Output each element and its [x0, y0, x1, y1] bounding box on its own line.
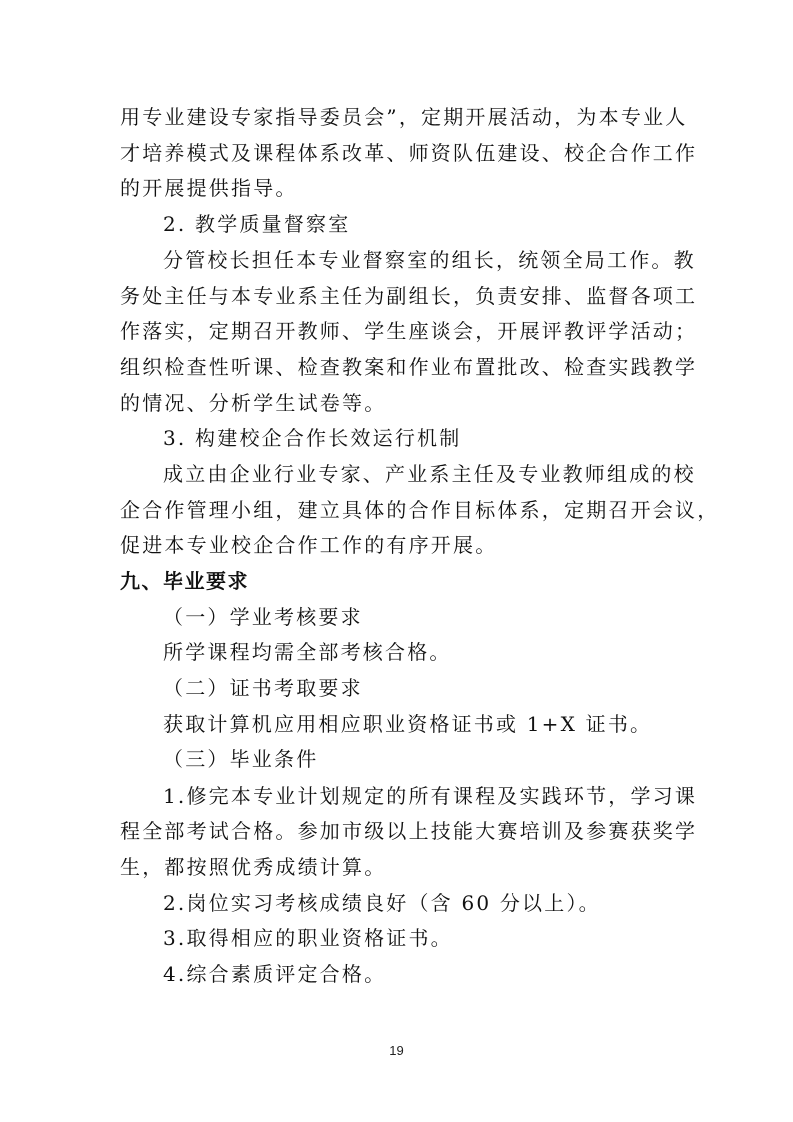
- paragraph-line: 作落实，定期召开教师、学生座谈会，开展评教评学活动；: [120, 319, 698, 343]
- section-heading: 九、毕业要求: [120, 569, 249, 593]
- subsection-heading: 2. 教学质量督察室: [163, 212, 351, 236]
- paragraph-line: 3.取得相应的职业资格证书。: [163, 926, 453, 950]
- paragraph-line: 促进本专业校企合作工作的有序开展。: [120, 533, 498, 557]
- page-number: 19: [389, 1043, 404, 1058]
- paragraph-line: 生，都按照优秀成绩计算。: [120, 855, 387, 879]
- subsection-heading: （二）证书考取要求: [163, 676, 363, 700]
- paragraph-line: 企合作管理小组，建立具体的合作目标体系，定期召开会议，: [120, 498, 720, 522]
- paragraph-line: 务处主任与本专业系主任为副组长，负责安排、监督各项工: [120, 284, 698, 308]
- paragraph-line: 1.修完本专业计划规定的所有课程及实践环节，学习课: [163, 784, 698, 808]
- paragraph-line: 所学课程均需全部考核合格。: [163, 640, 452, 664]
- paragraph-line: 的开展提供指导。: [120, 176, 298, 200]
- paragraph-line: 用专业建设专家指导委员会”，定期开展活动，为本专业人: [120, 105, 688, 129]
- paragraph-line: 才培养模式及课程体系改革、师资队伍建设、校企合作工作: [120, 141, 698, 165]
- paragraph-line: 分管校长担任本专业督察室的组长，统领全局工作。教: [163, 248, 696, 272]
- paragraph-line: 组织检查性听课、检查教案和作业布置批改、检查实践教学: [120, 355, 698, 379]
- paragraph-line: 4.综合素质评定合格。: [163, 962, 387, 986]
- subsection-heading: 3. 构建校企合作长效运行机制: [163, 426, 462, 450]
- paragraph-line: 成立由企业行业专家、产业系主任及专业教师组成的校: [163, 462, 696, 486]
- paragraph-line: 2.岗位实习考核成绩良好（含 60 分以上）。: [163, 891, 601, 915]
- paragraph-line: 的情况、分析学生试卷等。: [120, 391, 387, 415]
- subsection-heading: （一）学业考核要求: [163, 605, 363, 629]
- subsection-heading: （三）毕业条件: [163, 747, 319, 771]
- paragraph-line: 获取计算机应用相应职业资格证书或 1+X 证书。: [163, 712, 653, 736]
- paragraph-line: 程全部考试合格。参加市级以上技能大赛培训及参赛获奖学: [120, 819, 698, 843]
